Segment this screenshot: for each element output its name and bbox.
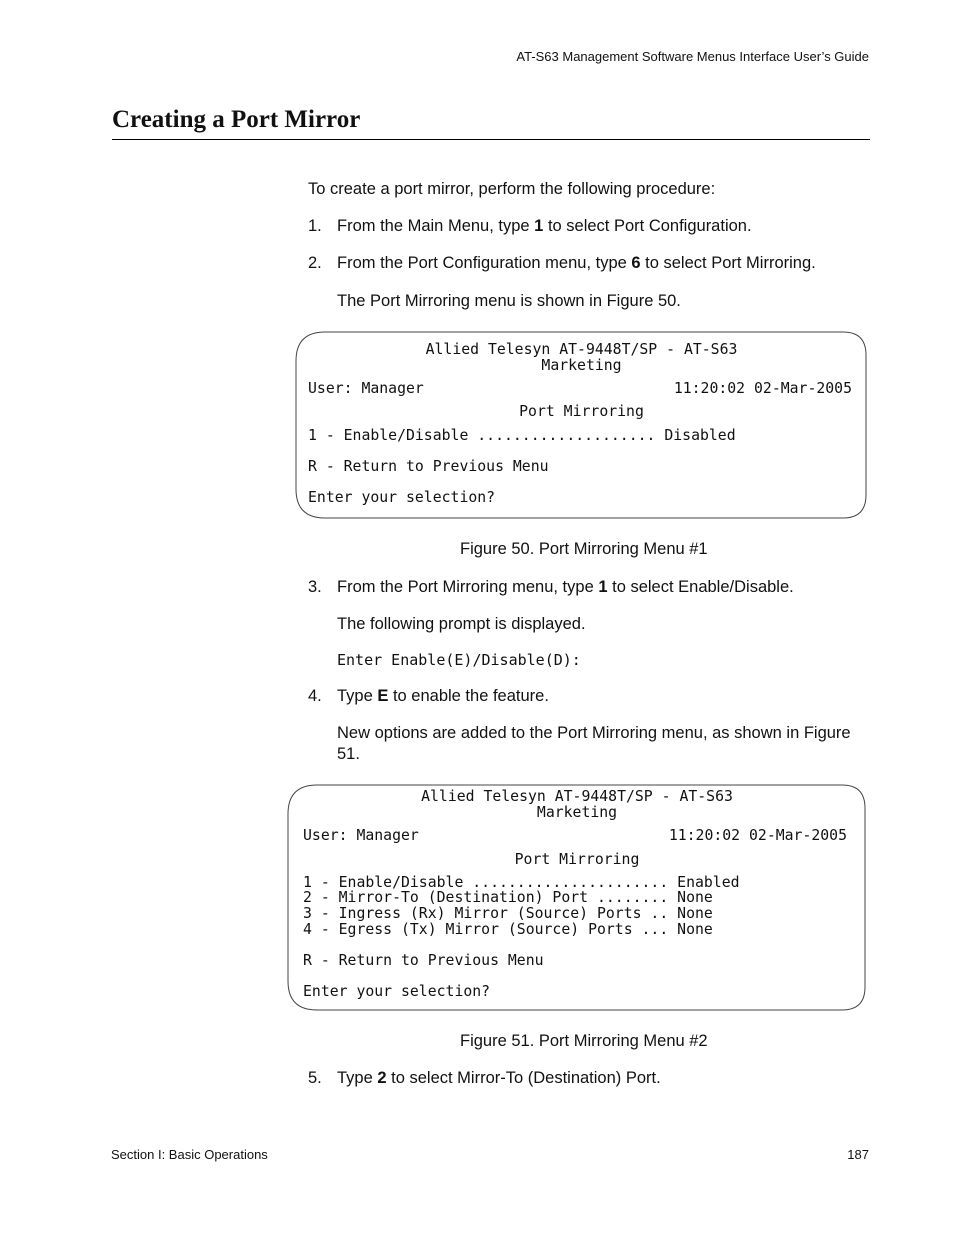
step-3-text: From the Port Mirroring menu, type 1 to select Enable/Disable. xyxy=(337,578,794,596)
prompt-text: Enter Enable(E)/Disable(D): xyxy=(337,651,581,669)
figure-50-screen xyxy=(295,331,868,520)
selection-prompt: Enter your selection? xyxy=(303,983,491,1000)
step-1-text: From the Main Menu, type 1 to select Port Configuration. xyxy=(337,217,752,235)
step-number: 2. xyxy=(308,254,322,272)
title-rule xyxy=(112,139,870,140)
device-name: Allied Telesyn AT-9448T/SP - AT-S63 xyxy=(421,788,733,805)
intro-text: To create a port mirror, perform the following procedure: xyxy=(308,180,716,198)
step-number: 4. xyxy=(308,687,322,705)
menu-option: 2 - Mirror-To (Destination) Port ........ None xyxy=(303,889,713,906)
location-name: Marketing xyxy=(536,804,618,821)
step-2-text: From the Port Configuration menu, type 6 to select Port Mirroring. xyxy=(337,254,816,272)
user-label: User: Manager xyxy=(308,380,424,397)
datetime-label: 11:20:02 02-Mar-2005 xyxy=(673,380,852,397)
step-number: 1. xyxy=(308,217,322,235)
note-text: The Port Mirroring menu is shown in Figure 50. xyxy=(337,292,681,310)
footer-section: Section I: Basic Operations xyxy=(111,1147,268,1162)
page-number: 187 xyxy=(847,1147,869,1162)
menu-option: 4 - Egress (Tx) Mirror (Source) Ports ... None xyxy=(303,921,713,938)
menu-option: 1 - Enable/Disable .................... Disabled xyxy=(308,427,736,444)
figure-51-screen xyxy=(287,784,867,1012)
menu-option-return: R - Return to Previous Menu xyxy=(303,952,544,969)
menu-title: Port Mirroring xyxy=(519,403,644,420)
selection-prompt: Enter your selection? xyxy=(308,489,496,506)
note-text: New options are added to the Port Mirroring menu, as shown in Figure 51. xyxy=(337,724,851,763)
step-5-text: Type 2 to select Mirror-To (Destination) Port. xyxy=(337,1069,661,1087)
step-number: 3. xyxy=(308,578,322,596)
menu-option: 3 - Ingress (Rx) Mirror (Source) Ports .. None xyxy=(303,905,713,922)
running-header: AT-S63 Management Software Menus Interface User’s Guide xyxy=(516,49,869,64)
note-text: The following prompt is displayed. xyxy=(337,615,586,633)
menu-option: 1 - Enable/Disable ...................... Enabled xyxy=(303,874,740,891)
figure-caption: Figure 50. Port Mirroring Menu #1 xyxy=(460,540,708,558)
datetime-label: 11:20:02 02-Mar-2005 xyxy=(668,827,847,844)
device-name: Allied Telesyn AT-9448T/SP - AT-S63 xyxy=(425,341,738,358)
user-label: User: Manager xyxy=(303,827,419,844)
location-name: Marketing xyxy=(541,357,622,374)
step-4-text: Type E to enable the feature. xyxy=(337,687,549,705)
figure-caption: Figure 51. Port Mirroring Menu #2 xyxy=(460,1032,708,1050)
menu-option-return: R - Return to Previous Menu xyxy=(308,458,549,475)
page-title: Creating a Port Mirror xyxy=(112,106,361,133)
step-number: 5. xyxy=(308,1069,322,1087)
menu-title: Port Mirroring xyxy=(514,851,640,868)
